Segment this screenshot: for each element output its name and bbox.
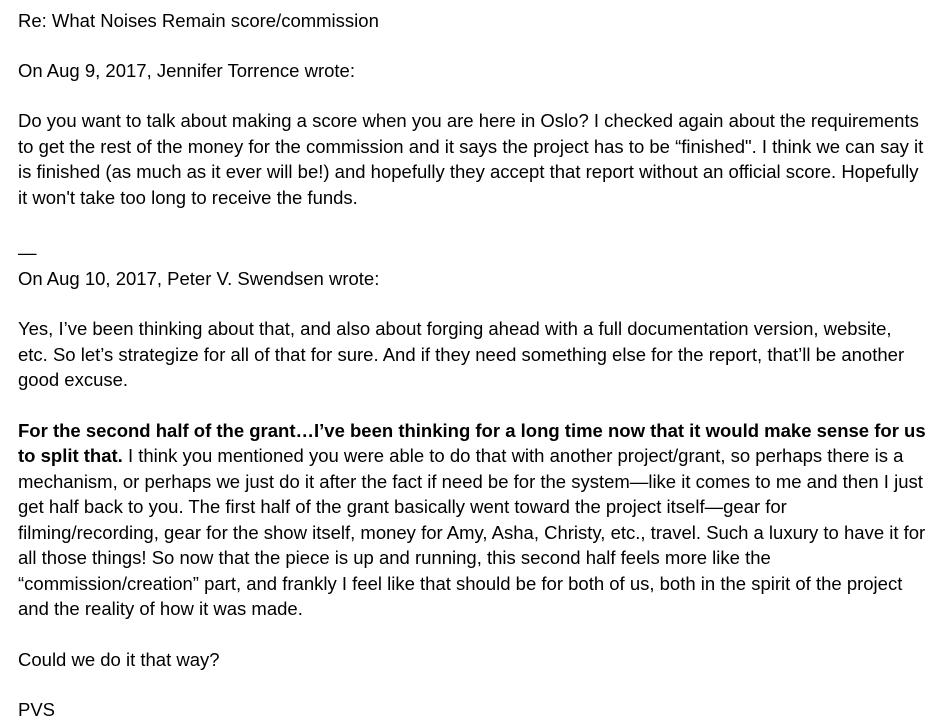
spacer: [18, 393, 926, 418]
quoted-paragraph-second-one: Yes, I’ve been thinking about that, and also about forging ahead with a full documentation version, website, etc. So let’s strategize for all of that for sure. And if they need something else for the report, that’ll be another good excuse.: [18, 318, 905, 390]
spacer: [18, 34, 926, 58]
spacer: [18, 210, 926, 240]
spacer: [18, 672, 926, 697]
quoted-paragraph-second-two: [18, 418, 926, 622]
quoted-paragraph-second-three: Could we do it that way?: [18, 648, 220, 670]
paragraph-remainder: I think you mentioned you were able to do that with another project/grant, so perhaps there is a mechanism, or perhaps we just do it after the fact if need be for the system—like it comes to me and then I just get half back to you. The first half of the grant basically went toward the project itself—gear for filming/recording, gear for the show itself, money for Amy, Asha, Christy, etc., travel. Such a luxury to have it for all those things! So now that the piece is up and running, this second half feels more like the “commission/creation” part, and frankly I feel like that should be for both of us, both in the spirit of the project and the reality of how it was made.: [18, 445, 926, 619]
email-subject-line: Re: What Noises Remain score/commission: [18, 10, 379, 31]
spacer: [18, 622, 926, 647]
spacer: [18, 83, 926, 108]
quote-attribution-second: On Aug 10, 2017, Peter V. Swendsen wrote:: [18, 267, 380, 289]
emphasized-sentence: For the second half of the grant…I’ve been thinking for a long time now that it would make sense for us to split that.: [18, 419, 926, 466]
quote-separator-dash: —: [18, 242, 37, 263]
spacer: [18, 291, 926, 316]
quoted-paragraph-first: Do you want to talk about making a score when you are here in Oslo? I checked again about the requirements to get the rest of the money for the commission and it says the project has to be “finished". I think we can say it is finished (as much as it ever will be!) and hopefully they accept that report without an official score. Hopefully it won't take too long to receive the funds.: [18, 110, 924, 208]
quote-attribution-first: On Aug 9, 2017, Jennifer Torrence wrote:: [18, 59, 355, 81]
signature-initials: PVS: [18, 699, 56, 720]
